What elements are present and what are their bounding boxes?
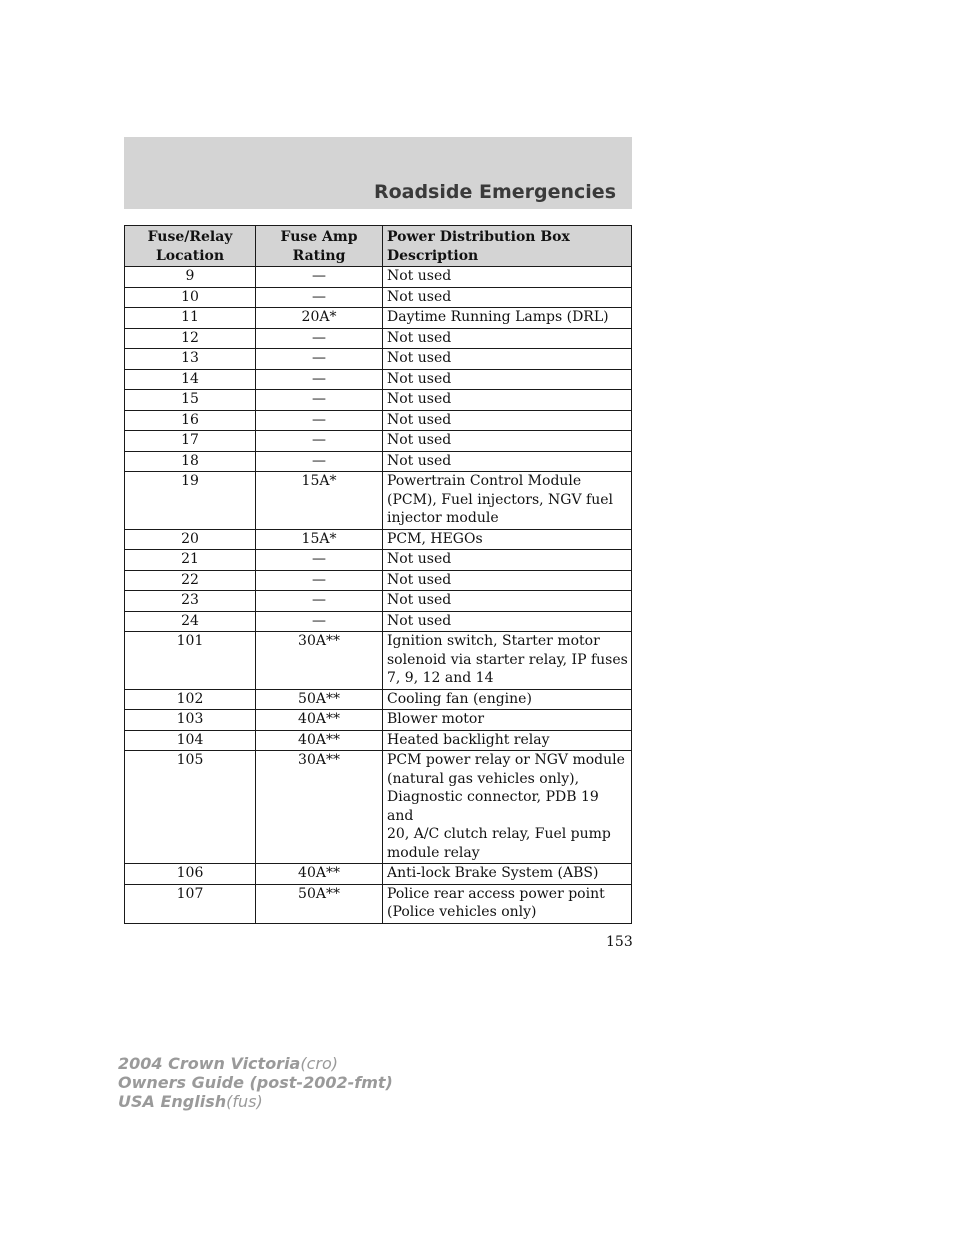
cell-description: Not used	[383, 287, 632, 308]
cell-description: Not used	[383, 328, 632, 349]
cell-description: Powertrain Control Module (PCM), Fuel injectors, NGV fuel injector module	[383, 472, 632, 530]
cell-location: 12	[125, 328, 256, 349]
cell-amp-rating: 50A**	[256, 884, 383, 923]
col-header-location: Fuse/Relay Location	[125, 226, 256, 267]
page-number: 153	[606, 934, 633, 950]
cell-amp-rating: —	[256, 267, 383, 288]
cell-location: 13	[125, 349, 256, 370]
cell-location: 11	[125, 308, 256, 329]
cell-amp-rating: 50A**	[256, 689, 383, 710]
table-row	[125, 287, 632, 308]
footer	[118, 1054, 393, 1111]
section-title: Roadside Emergencies	[373, 181, 616, 203]
cell-amp-rating: —	[256, 451, 383, 472]
table-row	[125, 369, 632, 390]
cell-description: Daytime Running Lamps (DRL)	[383, 308, 632, 329]
table-row	[125, 730, 632, 751]
table-row	[125, 864, 632, 885]
cell-amp-rating: 40A**	[256, 730, 383, 751]
cell-description: Not used	[383, 550, 632, 571]
cell-amp-rating: —	[256, 431, 383, 452]
cell-amp-rating: —	[256, 591, 383, 612]
col-header-amp-rating: Fuse Amp Rating	[256, 226, 383, 267]
table-header	[125, 226, 632, 267]
cell-description: Heated backlight relay	[383, 730, 632, 751]
cell-description: PCM, HEGOs	[383, 529, 632, 550]
cell-amp-rating: —	[256, 369, 383, 390]
cell-description: Ignition switch, Starter motor solenoid via starter relay, IP fuses 7, 9, 12 and 14	[383, 632, 632, 690]
cell-amp-rating: —	[256, 611, 383, 632]
table-row	[125, 591, 632, 612]
table-row	[125, 308, 632, 329]
cell-description: Not used	[383, 451, 632, 472]
table-row	[125, 550, 632, 571]
footer-line-3	[118, 1092, 393, 1111]
cell-amp-rating: 40A**	[256, 710, 383, 731]
cell-description: Not used	[383, 431, 632, 452]
cell-description: Not used	[383, 410, 632, 431]
footer-language-code: (fus)	[226, 1092, 263, 1111]
col-header-description: Power Distribution Box Description	[383, 226, 632, 267]
table-body	[125, 267, 632, 924]
table-row	[125, 710, 632, 731]
cell-description: Not used	[383, 611, 632, 632]
cell-description: Not used	[383, 349, 632, 370]
footer-model: 2004 Crown Victoria	[118, 1054, 301, 1073]
cell-description: Not used	[383, 570, 632, 591]
cell-location: 24	[125, 611, 256, 632]
footer-line-2	[118, 1073, 393, 1092]
cell-amp-rating: 30A**	[256, 751, 383, 864]
cell-description: Not used	[383, 591, 632, 612]
cell-location: 103	[125, 710, 256, 731]
table-row	[125, 472, 632, 530]
cell-amp-rating: —	[256, 550, 383, 571]
cell-amp-rating: —	[256, 410, 383, 431]
cell-location: 22	[125, 570, 256, 591]
table-row	[125, 431, 632, 452]
table-row	[125, 632, 632, 690]
cell-amp-rating: 40A**	[256, 864, 383, 885]
table-row	[125, 689, 632, 710]
table-row	[125, 529, 632, 550]
cell-location: 23	[125, 591, 256, 612]
cell-description: Cooling fan (engine)	[383, 689, 632, 710]
header-row	[125, 226, 632, 267]
cell-amp-rating: 30A**	[256, 632, 383, 690]
cell-location: 101	[125, 632, 256, 690]
table-row	[125, 611, 632, 632]
cell-amp-rating: —	[256, 570, 383, 591]
cell-amp-rating: 20A*	[256, 308, 383, 329]
footer-model-code: (cro)	[300, 1054, 339, 1073]
cell-location: 14	[125, 369, 256, 390]
cell-amp-rating: —	[256, 390, 383, 411]
cell-description: Not used	[383, 369, 632, 390]
cell-location: 15	[125, 390, 256, 411]
cell-description: Anti-lock Brake System (ABS)	[383, 864, 632, 885]
footer-guide: Owners Guide (post-2002-fmt)	[118, 1073, 393, 1092]
cell-location: 106	[125, 864, 256, 885]
cell-description: Not used	[383, 390, 632, 411]
cell-location: 104	[125, 730, 256, 751]
cell-location: 21	[125, 550, 256, 571]
cell-location: 9	[125, 267, 256, 288]
table-row	[125, 349, 632, 370]
cell-location: 19	[125, 472, 256, 530]
cell-location: 10	[125, 287, 256, 308]
cell-location: 105	[125, 751, 256, 864]
footer-line-1	[118, 1054, 393, 1073]
cell-amp-rating: —	[256, 349, 383, 370]
cell-location: 20	[125, 529, 256, 550]
table-row	[125, 884, 632, 923]
table-row	[125, 390, 632, 411]
table-row	[125, 570, 632, 591]
cell-amp-rating: 15A*	[256, 529, 383, 550]
cell-description: Not used	[383, 267, 632, 288]
table-row	[125, 410, 632, 431]
table-row	[125, 328, 632, 349]
table-row	[125, 751, 632, 864]
header-band	[124, 137, 632, 209]
cell-location: 18	[125, 451, 256, 472]
cell-amp-rating: 15A*	[256, 472, 383, 530]
cell-amp-rating: —	[256, 328, 383, 349]
table-row	[125, 451, 632, 472]
fuse-table	[124, 225, 632, 924]
cell-location: 102	[125, 689, 256, 710]
cell-location: 107	[125, 884, 256, 923]
cell-location: 16	[125, 410, 256, 431]
cell-location: 17	[125, 431, 256, 452]
table-row	[125, 267, 632, 288]
cell-amp-rating: —	[256, 287, 383, 308]
cell-description: Blower motor	[383, 710, 632, 731]
cell-description: PCM power relay or NGV module (natural gas vehicles only), Diagnostic connector, PDB 19 and 20, A/C clutch relay, Fuel pump module relay	[383, 751, 632, 864]
cell-description: Police rear access power point (Police vehicles only)	[383, 884, 632, 923]
footer-language: USA English	[118, 1092, 227, 1111]
